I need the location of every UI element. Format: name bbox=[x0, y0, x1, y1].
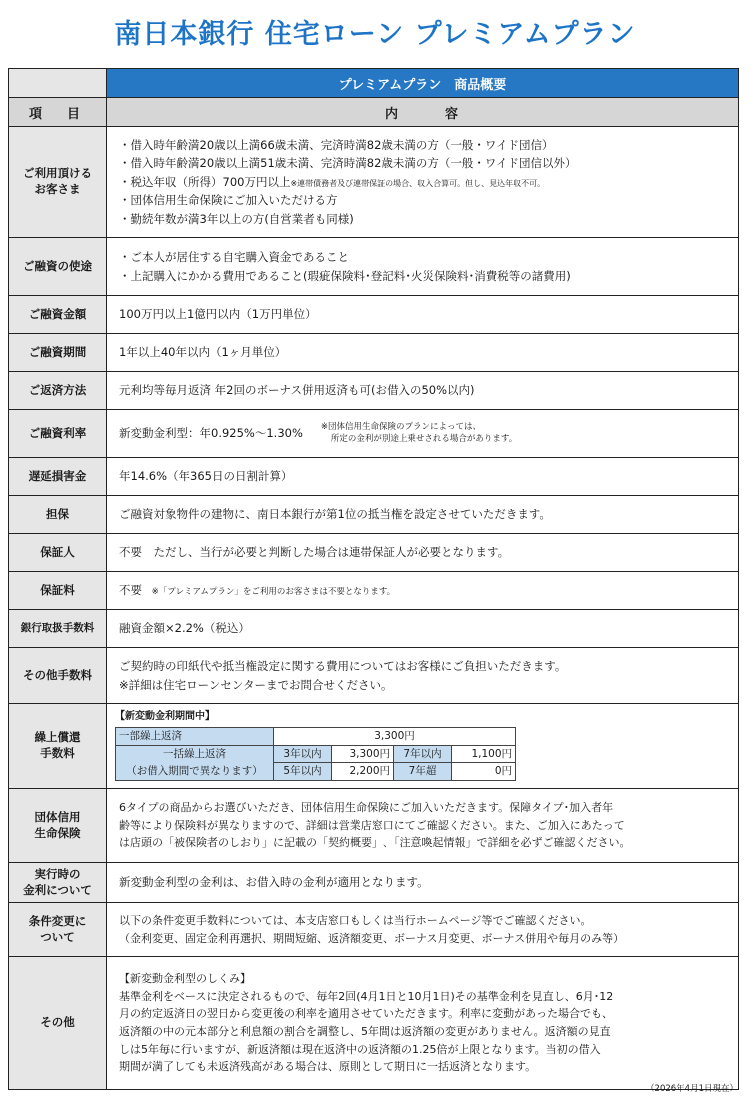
table-row bbox=[9, 127, 739, 238]
eligibility-label-line1: ご利用頂ける bbox=[23, 166, 92, 181]
repayment-value: 元利均等毎月返済 年2回のボーナス併用返済も可(お借入の50%以内) bbox=[107, 372, 739, 410]
table-row bbox=[9, 534, 739, 572]
insurance-label-line2: 生命保険 bbox=[34, 825, 81, 840]
table-row bbox=[9, 610, 739, 648]
income-note: ※連帯債務者及び連帯保証の場合、収入合算可。但し、見込年収不可。 bbox=[290, 178, 546, 188]
prepay-caption: 【新変動金利期間中】 bbox=[115, 710, 215, 722]
change-line: 以下の条件変更手数料については、本支店窓口もしくは当行ホームページ等でご確認ください。 bbox=[119, 913, 592, 927]
rate-value: 新変動金利型：年0.925%～1.30% bbox=[119, 426, 303, 441]
partial-prepay-value: 3,300円 bbox=[274, 727, 516, 745]
period-label: ご融資期間 bbox=[9, 334, 107, 372]
fee-cell: 5年以内 bbox=[274, 763, 332, 781]
rate-note-line: 所定の金利が別途上乗せされる場合があります。 bbox=[330, 433, 518, 444]
table-row bbox=[9, 496, 739, 534]
exec-rate-label-line1: 実行時の bbox=[34, 866, 81, 881]
table-row bbox=[9, 789, 739, 863]
partial-prepay-label: 一部繰上返済 bbox=[116, 727, 274, 745]
as-of-date: （2026年4月1日現在） bbox=[646, 1084, 738, 1094]
item-column-header: 項 目 bbox=[9, 98, 107, 127]
other-fee-content bbox=[107, 648, 739, 704]
prepay-fee-table bbox=[115, 727, 516, 781]
page-title: 南日本銀行 住宅ローン プレミアムプラン bbox=[114, 19, 636, 50]
fee-cell: 1,100円 bbox=[452, 745, 516, 763]
insurance-line: は店頭の「被保険者のしおり」に記載の「契約概要」､「注意喚起情報」で詳細を必ずご確認ください。 bbox=[119, 836, 631, 850]
fee-cell: 3,300円 bbox=[332, 745, 394, 763]
guarantee-fee-value: 不要 bbox=[119, 583, 142, 598]
guarantor-label: 保証人 bbox=[9, 534, 107, 572]
amount-label: ご融資金額 bbox=[9, 296, 107, 334]
eligibility-label-line2: お客さま bbox=[34, 182, 81, 196]
insurance-content bbox=[107, 789, 739, 863]
table-row bbox=[9, 648, 739, 704]
prepay-label-line2: 手数料 bbox=[40, 746, 75, 760]
table-row bbox=[9, 372, 739, 410]
insurance-label bbox=[9, 789, 107, 863]
other-fee-label: その他手数料 bbox=[9, 648, 107, 704]
full-prepay-label-line1: 一括繰上返済 bbox=[163, 748, 226, 761]
header-blank-cell bbox=[9, 69, 107, 98]
table-row bbox=[9, 704, 739, 789]
other-line: 基準金利をベースに決定されるもので、毎年2回(4月1日と10月1日)その基準金利を見直し、6月･12 bbox=[119, 989, 614, 1003]
purpose-line: ・ご本人が居住する自宅購入資金であること bbox=[119, 250, 349, 265]
eligibility-line: ・団体信用生命保険にご加入いただける方 bbox=[119, 193, 338, 208]
eligibility-income bbox=[119, 173, 728, 191]
other-content bbox=[107, 957, 739, 1090]
other-line: 【新変動金利型のしくみ】 bbox=[119, 972, 251, 986]
prepay-content bbox=[107, 704, 739, 789]
table-row bbox=[9, 903, 739, 957]
bank-fee-value: 融資金額×2.2%（税込） bbox=[107, 610, 739, 648]
content-column-header: 内 容 bbox=[107, 98, 739, 127]
other-line: 期間が満了しても未返済残高がある場合は、原則として期日に一括返済となります。 bbox=[119, 1060, 537, 1074]
rate-label: ご融資利率 bbox=[9, 410, 107, 458]
income-text: ・税込年収（所得）700万円以上 bbox=[119, 174, 291, 189]
late-label: 遅延損害金 bbox=[9, 458, 107, 496]
late-value: 年14.6%（年365日の日割計算） bbox=[107, 458, 739, 496]
prepay-label bbox=[9, 704, 107, 789]
guarantee-fee-label: 保証料 bbox=[9, 572, 107, 610]
purpose-content bbox=[107, 238, 739, 296]
other-line: 月の約定返済日の翌日から変更後の利率を適用させていただきます。利率に変動があった場合でも、 bbox=[119, 1007, 614, 1021]
eligibility-label bbox=[9, 127, 107, 238]
change-line: （金利変更、固定金利再選択、期間短縮、返済額変更、ボーナス月変更、ボーナス併用や毎月のみ等） bbox=[119, 931, 625, 945]
change-label-line2: ついて bbox=[40, 929, 75, 944]
change-label bbox=[9, 903, 107, 957]
other-line: しは5年毎に行いますが、新返済額は現在返済中の返済額の1.25倍が上限となります。当初の借入 bbox=[119, 1042, 601, 1056]
prepay-label-line1: 繰上償還 bbox=[34, 730, 81, 745]
table-row bbox=[9, 334, 739, 372]
period-value: 1年以上40年以内（1ヶ月単位） bbox=[107, 334, 739, 372]
fee-cell: 7年以内 bbox=[394, 745, 452, 763]
full-prepay-label bbox=[116, 745, 274, 781]
insurance-label-line1: 団体信用 bbox=[34, 809, 81, 824]
table-row bbox=[9, 296, 739, 334]
eligibility-line: ・借入時年齢満20歳以上満66歳未満、完済時満82歳未満の方（一般・ワイド団信） bbox=[119, 138, 554, 153]
table-row bbox=[9, 238, 739, 296]
exec-rate-label-line2: 金利について bbox=[23, 882, 92, 897]
full-prepay-label-line2: （お借入期間で異なります） bbox=[126, 764, 263, 777]
table-row bbox=[9, 572, 739, 610]
fee-cell: 3年以内 bbox=[274, 745, 332, 763]
table-row bbox=[9, 410, 739, 458]
other-fee-line: ご契約時の印紙代や抵当権設定に関する費用についてはお客様にご負担いただきます。 bbox=[119, 659, 567, 674]
guarantee-fee-content bbox=[107, 572, 739, 610]
exec-rate-value: 新変動金利型の金利は、お借入時の金利が適用となります。 bbox=[107, 863, 739, 903]
collateral-value: ご融資対象物件の建物に、南日本銀行が第1位の抵当権を設定させていただきます。 bbox=[107, 496, 739, 534]
change-label-line1: 条件変更に bbox=[28, 913, 87, 928]
rate-note-line: ※団体信用生命保険のプランによっては、 bbox=[320, 421, 482, 432]
amount-value: 100万円以上1億円以内（1万円単位） bbox=[107, 296, 739, 334]
insurance-line: 齢等により保険料が異なりますので、詳細は営業店窓口にてご確認ください。また、ご加入にあたって bbox=[119, 818, 625, 832]
product-summary-table bbox=[8, 68, 739, 1090]
eligibility-content bbox=[107, 127, 739, 238]
fee-cell: 0円 bbox=[452, 763, 516, 781]
plan-header: プレミアムプラン 商品概要 bbox=[107, 69, 739, 98]
other-label: その他 bbox=[9, 957, 107, 1090]
collateral-label: 担保 bbox=[9, 496, 107, 534]
exec-rate-label bbox=[9, 863, 107, 903]
rate-note bbox=[321, 422, 517, 446]
fee-cell: 7年超 bbox=[394, 763, 452, 781]
eligibility-line: ・勤続年数が満3年以上の方(自営業者も同様) bbox=[119, 211, 354, 226]
eligibility-line: ・借入時年齢満20歳以上満51歳未満、完済時満82歳未満の方（一般・ワイド団信以外） bbox=[119, 156, 577, 171]
guarantee-fee-note: ※「プレミアムプラン」をご利用のお客さまは不要となります。 bbox=[151, 587, 396, 598]
purpose-label: ご融資の使途 bbox=[9, 238, 107, 296]
table-row bbox=[9, 458, 739, 496]
repayment-label: ご返済方法 bbox=[9, 372, 107, 410]
table-row bbox=[9, 957, 739, 1090]
other-line: 返済額の中の元本部分と利息額の割合を調整し、5年間は返済額の変更がありません。返済額の見直 bbox=[119, 1025, 611, 1038]
rate-content bbox=[107, 410, 739, 458]
bank-fee-label: 銀行取扱手数料 bbox=[9, 610, 107, 648]
fee-cell: 2,200円 bbox=[332, 763, 394, 781]
insurance-line: 6タイプの商品からお選びいただき、団体信用生命保険にご加入いただきます。保障タイプ･加入者年 bbox=[119, 801, 614, 815]
purpose-line: ・上記購入にかかる費用であること(瑕疵保険料･登記料･火災保険料･消費税等の諸費用) bbox=[119, 268, 571, 283]
other-fee-line: ※詳細は住宅ローンセンターまでお問合せください。 bbox=[119, 677, 393, 692]
guarantor-value: 不要 ただし、当行が必要と判断した場合は連帯保証人が必要となります。 bbox=[107, 534, 739, 572]
change-content bbox=[107, 903, 739, 957]
table-row bbox=[9, 863, 739, 903]
